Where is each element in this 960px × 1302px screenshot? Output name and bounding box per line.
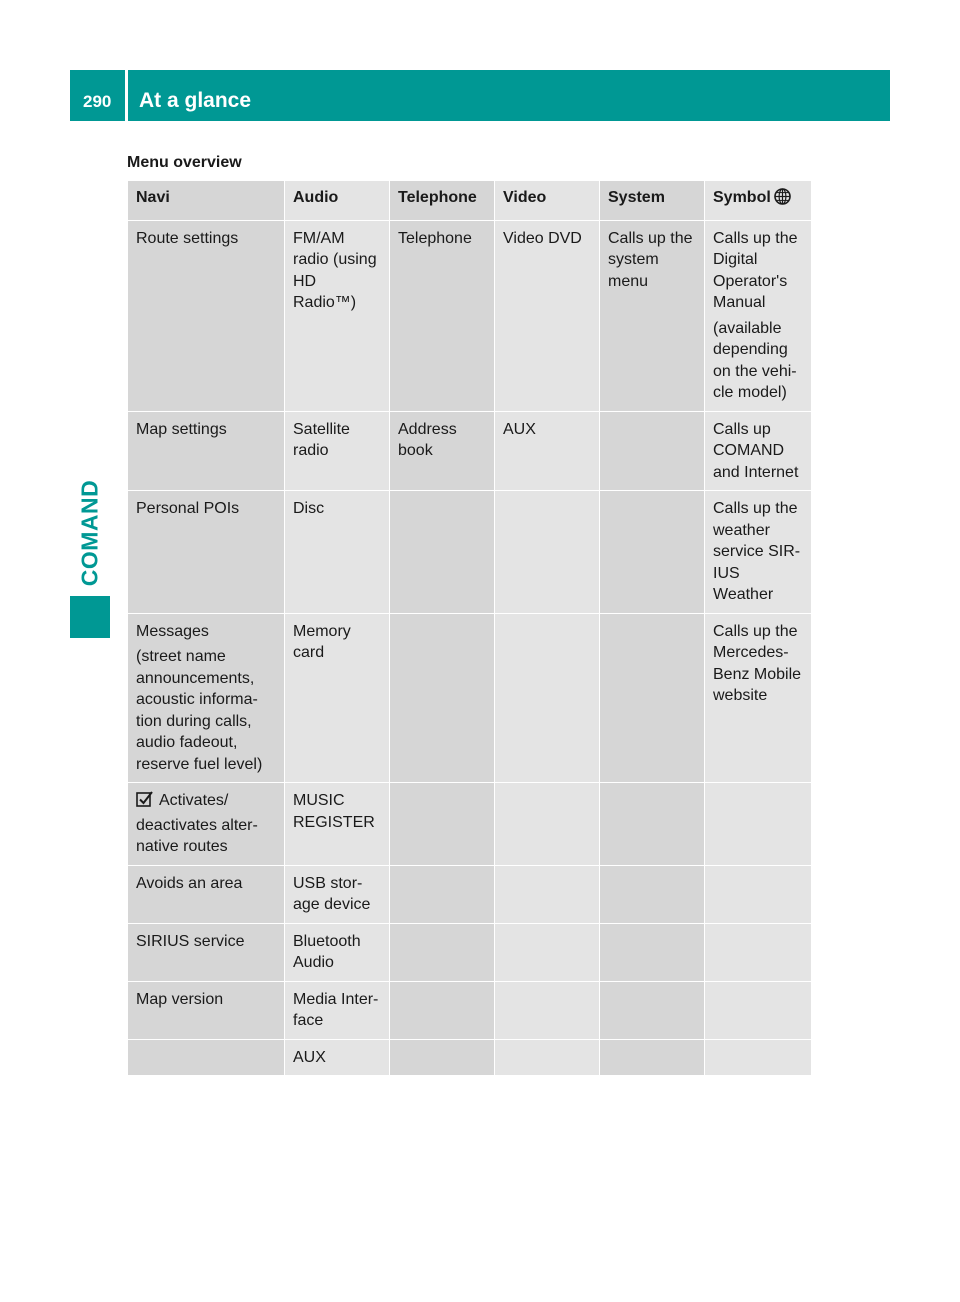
cell-system xyxy=(600,613,705,783)
cell-system xyxy=(600,981,705,1039)
cell-symbol xyxy=(705,783,812,866)
cell-telephone xyxy=(390,865,495,923)
table-row xyxy=(128,923,812,981)
cell-symbol: Calls up COMAND and Internet xyxy=(705,411,812,491)
table-row xyxy=(128,1039,812,1076)
cell-telephone: Address book xyxy=(390,411,495,491)
cell-navi: Personal POIs xyxy=(128,491,285,614)
cell-system: Calls up the system menu xyxy=(600,220,705,411)
table-row xyxy=(128,981,812,1039)
cell-telephone xyxy=(390,783,495,866)
cell-symbol: Calls up the weather service SIR- IUS Weather xyxy=(705,491,812,614)
cell-navi: Route settings xyxy=(128,220,285,411)
column-header-telephone: Telephone xyxy=(390,181,495,221)
cell-telephone xyxy=(390,1039,495,1076)
cell-symbol xyxy=(705,865,812,923)
column-header-system: System xyxy=(600,181,705,221)
cell-video: Video DVD xyxy=(495,220,600,411)
table-row xyxy=(128,783,812,866)
table-header-row xyxy=(128,181,812,221)
cell-navi: Avoids an area xyxy=(128,865,285,923)
cell-video xyxy=(495,491,600,614)
header-divider xyxy=(125,70,128,121)
side-tab-label: COMAND xyxy=(76,479,103,587)
cell-video xyxy=(495,923,600,981)
table-row xyxy=(128,613,812,783)
cell-system xyxy=(600,865,705,923)
column-header-audio: Audio xyxy=(285,181,390,221)
cell-audio: Disc xyxy=(285,491,390,614)
checkbox-icon xyxy=(136,791,154,815)
cell-video xyxy=(495,981,600,1039)
cell-navi-note: (street name announcements, acoustic informa- tion during calls, audio fadeout, reserve fuel level) xyxy=(136,648,263,773)
cell-system xyxy=(600,923,705,981)
cell-video xyxy=(495,783,600,866)
side-tab xyxy=(70,470,110,596)
cell-navi: SIRIUS service xyxy=(128,923,285,981)
table-row xyxy=(128,220,812,411)
cell-audio: Memory card xyxy=(285,613,390,783)
cell-telephone xyxy=(390,923,495,981)
cell-telephone xyxy=(390,981,495,1039)
cell-system xyxy=(600,783,705,866)
cell-telephone: Telephone xyxy=(390,220,495,411)
cell-navi: Messages (street name announcements, acoustic informa- tion during calls, audio fadeout, reserve fuel level) xyxy=(128,613,285,783)
column-header-symbol-label: Symbol xyxy=(713,189,771,206)
cell-audio: Satellite radio xyxy=(285,411,390,491)
cell-symbol: Calls up the Mercedes- Benz Mobile website xyxy=(705,613,812,783)
column-header-video: Video xyxy=(495,181,600,221)
table-row xyxy=(128,491,812,614)
cell-audio: AUX xyxy=(285,1039,390,1076)
cell-navi: Map settings xyxy=(128,411,285,491)
page-header xyxy=(70,70,890,121)
side-tab-marker xyxy=(70,596,110,638)
cell-symbol xyxy=(705,923,812,981)
cell-symbol xyxy=(705,1039,812,1076)
cell-navi: Activates/ deactivates alter- native routes xyxy=(128,783,285,866)
page-number: 290 xyxy=(83,92,112,111)
cell-video xyxy=(495,1039,600,1076)
cell-symbol: Calls up the Digital Operator's Manual (available depending on the vehi- cle model) xyxy=(705,220,812,411)
cell-telephone xyxy=(390,613,495,783)
table-row xyxy=(128,865,812,923)
cell-system xyxy=(600,491,705,614)
cell-video xyxy=(495,613,600,783)
cell-system xyxy=(600,1039,705,1076)
cell-audio: Bluetooth Audio xyxy=(285,923,390,981)
section-title: At a glance xyxy=(139,89,252,112)
cell-symbol xyxy=(705,981,812,1039)
cell-symbol-note: (available depending on the vehi- cle model) xyxy=(713,319,797,401)
cell-navi xyxy=(128,1039,285,1076)
cell-audio: MUSIC REGISTER xyxy=(285,783,390,866)
cell-video xyxy=(495,865,600,923)
menu-overview-table xyxy=(127,180,812,1076)
globe-icon xyxy=(774,188,791,212)
cell-system xyxy=(600,411,705,491)
cell-audio: FM/AM radio (using HD Radio™) xyxy=(285,220,390,411)
page-title: Menu overview xyxy=(127,154,242,171)
cell-video: AUX xyxy=(495,411,600,491)
column-header-navi: Navi xyxy=(128,181,285,221)
cell-audio: Media Inter- face xyxy=(285,981,390,1039)
column-header-symbol xyxy=(705,181,812,221)
cell-navi: Map version xyxy=(128,981,285,1039)
cell-audio: USB stor- age device xyxy=(285,865,390,923)
cell-telephone xyxy=(390,491,495,614)
table-row xyxy=(128,411,812,491)
